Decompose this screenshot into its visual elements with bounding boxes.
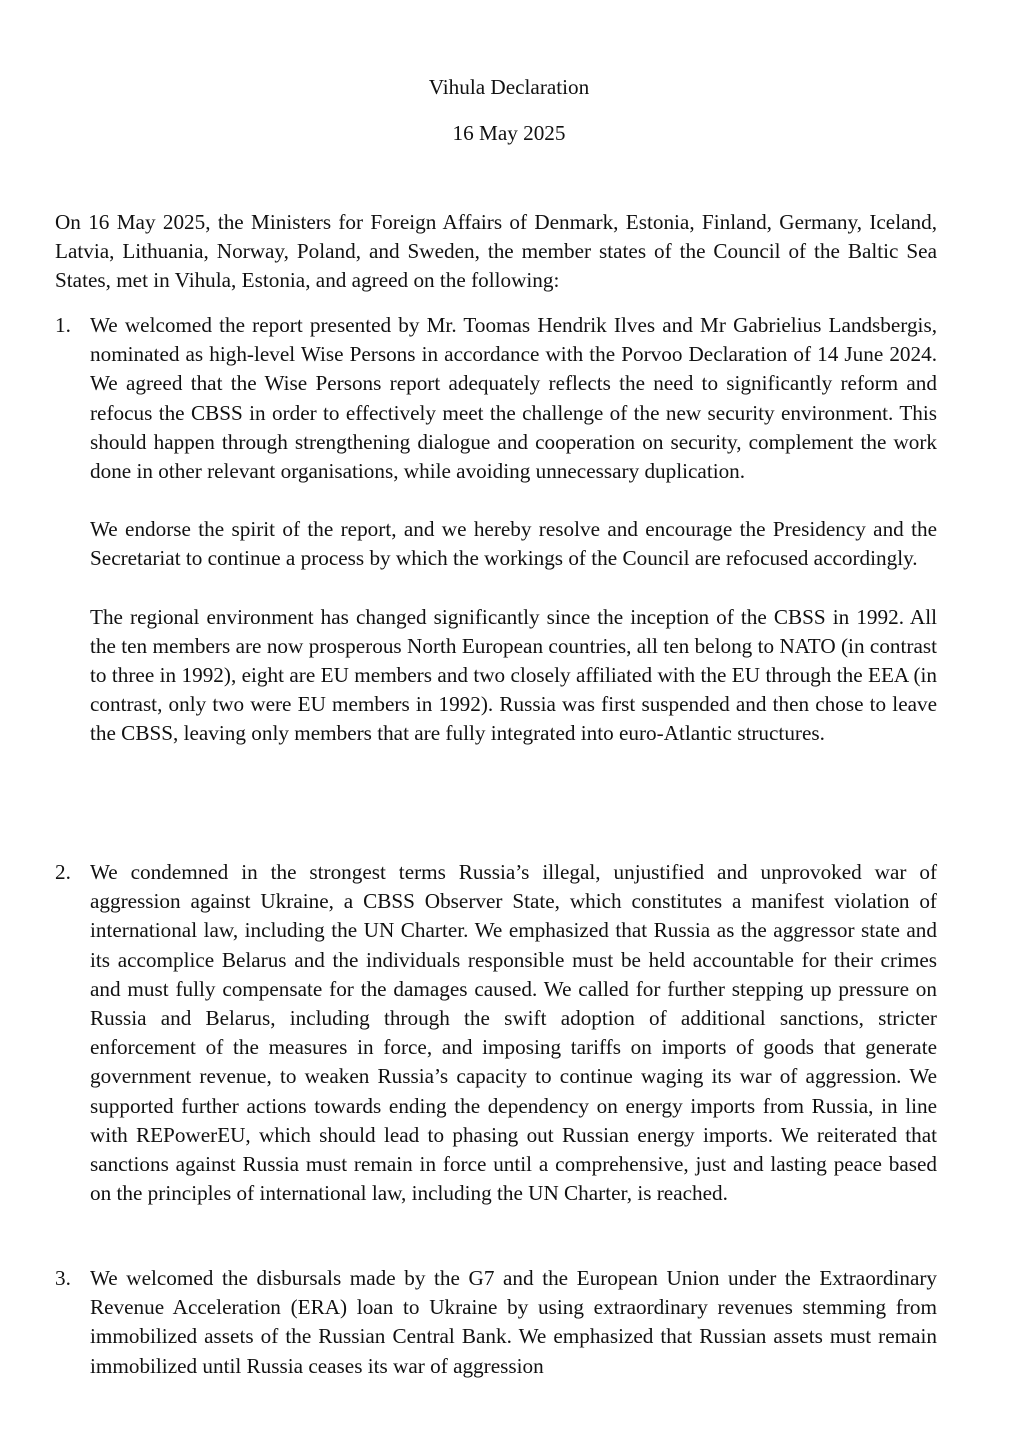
item-paragraph: We welcomed the report presented by Mr. Toomas Hendrik Ilves and Mr Gabrielius Landsbergis, nominated as high-level Wise Persons in accordance with the Porvoo Declaration of 14 June 2024. We agreed that the Wise Persons report adequately reflects the need to significantly reform and refocus the CBSS in order to effectively meet the challenge of the new security environment. This should happen through strengthening dialogue and cooperation on security, complement the work done in other relevant organisations, while avoiding unnecessary duplication. [90, 313, 937, 484]
document-title: Vihula Declaration [428, 75, 590, 99]
document-date: 16 May 2025 [452, 121, 566, 145]
item-number: 1. [55, 313, 71, 337]
item-paragraph: We welcomed the disbursals made by the G7 and the European Union under the Extraordinary Revenue Acceleration (ERA) loan to Ukraine by using extraordinary revenues stemming from immobilized assets of the Russian Central Bank. We emphasized that Russian assets must remain immobilized until Russia ceases its war of aggression [90, 1266, 937, 1378]
list-item-3 [55, 1264, 937, 1381]
item-number: 2. [55, 860, 71, 884]
item-paragraph: The regional environment has changed significantly since the inception of the CBSS in 1992. All the ten members are now prosperous North European countries, all ten belong to NATO (in contrast to three in 1992), eight are EU members and two closely affiliated with the EU through the EEA (in contrast, only two were EU members in 1992). Russia was first suspended and then chose to leave the CBSS, leaving only members that are fully integrated into euro-Atlantic structures. [90, 604, 937, 746]
list-item-1 [55, 311, 937, 749]
item-body [90, 311, 937, 749]
item-body [90, 858, 937, 1208]
item-body [90, 1264, 937, 1381]
intro-paragraph: On 16 May 2025, the Ministers for Foreign Affairs of Denmark, Estonia, Finland, Germany, Iceland, Latvia, Lithuania, Norway, Poland, and Sweden, the member states of the Council of the Baltic Sea States, met in Vihula, Estonia, and agreed on the following: [55, 210, 937, 293]
item-paragraph: We endorse the spirit of the report, and we hereby resolve and encourage the Presidency and the Secretariat to continue a process by which the workings of the Council are refocused accordingly. [90, 517, 937, 571]
list-item-2 [55, 858, 937, 1208]
item-number: 3. [55, 1266, 71, 1290]
item-paragraph: We condemned in the strongest terms Russia’s illegal, unjustified and unprovoked war of aggression against Ukraine, a CBSS Observer State, which constitutes a manifest violation of international law, including the UN Charter. We emphasized that Russia as the aggressor state and its accomplice Belarus and the individuals responsible must be held accountable for their crimes and must fully compensate for the damages caused. We called for further stepping up pressure on Russia and Belarus, including through the swift adoption of additional sanctions, stricter enforcement of the measures in force, and imposing tariffs on imports of goods that generate government revenue, to weaken Russia’s capacity to continue waging its war of aggression. We supported further actions towards ending the dependency on energy imports from Russia, in line with REPowerEU, which should lead to phasing out Russian energy imports. We reiterated that sanctions against Russia must remain in force until a comprehensive, just and lasting peace based on the principles of international law, including the UN Charter, is reached. [90, 860, 937, 1206]
